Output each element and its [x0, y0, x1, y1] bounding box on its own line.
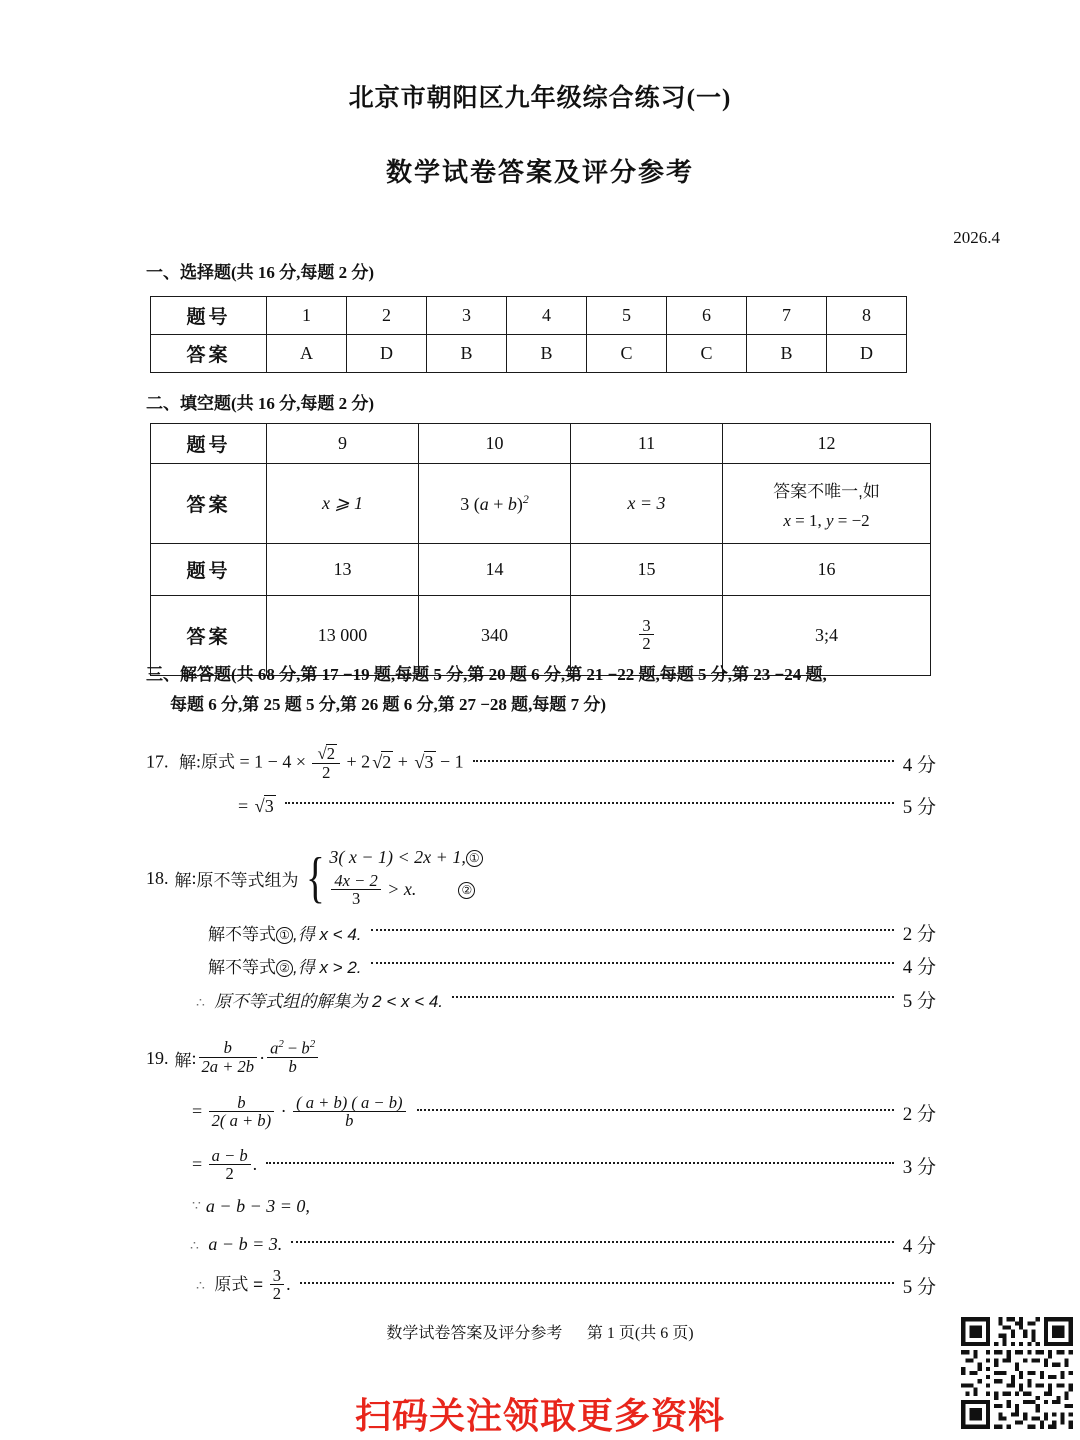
question-number-cell: 7: [747, 297, 827, 335]
problem-19-line-2: [192, 1095, 936, 1131]
tag-circle-1: ①: [466, 850, 483, 867]
question-number-cell: 13: [267, 544, 419, 596]
tag-circle-1: ①: [276, 927, 293, 944]
multiple-choice-answer-table: [150, 296, 907, 373]
row-label-number: 题号: [151, 424, 267, 464]
jie-label: 解: [174, 1050, 192, 1070]
q12-end: = −2: [833, 510, 870, 530]
problem-18-label: 18.: [146, 867, 169, 888]
denominator: 2( a + b): [209, 1111, 274, 1129]
a-var: a: [270, 1038, 279, 1058]
tag-circle-2: ②: [276, 960, 293, 977]
question-number-cell: 5: [587, 297, 667, 335]
p17-plus: +: [393, 751, 413, 772]
colon: :: [191, 867, 197, 888]
leader-dots: [300, 1282, 894, 1284]
therefore-symbol: ∴: [190, 1239, 199, 1254]
sqrt-icon: [315, 744, 337, 763]
p18-frac-num: 4x − 2: [334, 871, 378, 890]
score-label: 4 分: [902, 957, 936, 978]
p18-l2-pre: 解不等式: [208, 925, 276, 944]
leader-dots: [452, 996, 894, 998]
row-label-number: 题号: [151, 544, 267, 596]
radicand: 3: [424, 751, 434, 772]
q10-lead: 3 (: [460, 494, 480, 514]
multiply-dot: ·: [276, 1101, 292, 1122]
question-number-cell: 14: [419, 544, 571, 596]
p18-l3-post: ,得 x > 2.: [293, 958, 362, 977]
numerator: a − b: [211, 1146, 248, 1165]
multiply-dot: ·: [259, 1047, 266, 1068]
problem-19-label: 19.: [146, 1047, 169, 1068]
p19-l1-fraction-2: [267, 1039, 318, 1075]
p19-l5-text: a − b = 3.: [208, 1234, 283, 1254]
question-number-cell: 10: [419, 424, 571, 464]
problem-19-line-1: [146, 1040, 320, 1076]
question-number-cell: 11: [571, 424, 723, 464]
radical-sign: √: [317, 744, 327, 763]
leader-dots: [285, 802, 894, 804]
score-label: 3 分: [902, 1157, 936, 1179]
score-label: 2 分: [902, 924, 936, 945]
p19-l3-fraction: [209, 1147, 251, 1183]
page-subtitle: 数学试卷答案及评分参考: [385, 158, 694, 187]
leader-dots: [473, 760, 894, 762]
denominator: 2a + 2b: [199, 1057, 258, 1075]
row-label-answer: 答案: [151, 596, 267, 676]
p18-l2-post: ,得 x < 4.: [293, 925, 362, 944]
problem-17-label: 17.: [146, 751, 169, 772]
footer-page-number: 第 1 页(共 6 页): [586, 1325, 694, 1342]
p17-tail: + 2: [342, 751, 371, 772]
numerator: 3: [272, 1266, 282, 1285]
section-1-heading: 一、选择题(共 16 分,每题 2 分): [146, 263, 375, 282]
yuanshi-label: 原式: [201, 752, 236, 772]
radicand: 2: [382, 751, 392, 772]
fill-in-blank-answer-table: [150, 423, 931, 676]
problem-19-line-6: [196, 1268, 936, 1304]
problem-18-line-2: [208, 919, 936, 946]
p18-l3-pre: 解不等式: [208, 958, 276, 977]
numerator: b: [223, 1038, 232, 1058]
section-2-heading: 二、填空题(共 16 分,每题 2 分): [146, 394, 375, 413]
exponent: 2: [309, 1038, 316, 1050]
table-row: [151, 335, 907, 373]
problem-18-line-1: [146, 848, 483, 909]
footer-text: 数学试卷答案及评分参考: [386, 1325, 563, 1342]
left-brace-icon: {: [305, 847, 325, 910]
q12-x: x: [783, 510, 791, 530]
answer-cell-q12: [723, 464, 931, 544]
exponent: 2: [278, 1038, 284, 1050]
answer-cell-q9: [267, 464, 419, 544]
problem-17-line-2: [238, 792, 936, 819]
q10-plus: +: [488, 494, 508, 514]
q10-a: a: [479, 494, 489, 514]
denominator: b: [267, 1057, 318, 1075]
sqrt-icon: [370, 751, 393, 773]
section-3-heading: [146, 660, 946, 720]
question-number-cell: 8: [827, 297, 907, 335]
leader-dots: [371, 929, 894, 931]
question-number-cell: 16: [723, 544, 931, 596]
q12-example: [724, 511, 929, 531]
problem-19-line-5: [190, 1231, 936, 1258]
period: .: [286, 1274, 291, 1295]
question-number-cell: 12: [723, 424, 931, 464]
table-row: [151, 544, 931, 596]
score-label: 5 分: [902, 1277, 936, 1299]
inequality-1: [329, 848, 482, 867]
inequality-1-text: 3( x − 1) < 2x + 1,: [329, 847, 466, 867]
answer-cell: D: [347, 335, 427, 373]
leader-dots: [417, 1109, 894, 1111]
jie-label: 解: [174, 870, 192, 890]
table-row: [151, 297, 907, 335]
p19-l4-text: a − b − 3 = 0,: [205, 1196, 310, 1216]
therefore-symbol: ∴: [196, 996, 205, 1011]
row-label-answer: 答案: [151, 464, 267, 544]
leader-dots: [291, 1241, 894, 1243]
equals: =: [192, 1154, 207, 1175]
p17-l2-eq: =: [238, 795, 253, 816]
sqrt-icon: [412, 751, 435, 773]
question-number-cell: 4: [507, 297, 587, 335]
exam-date: 2026.4: [953, 228, 1000, 247]
table-row: [151, 424, 931, 464]
sqrt-icon: [253, 795, 276, 817]
question-number-cell: 6: [667, 297, 747, 335]
problem-17-line-1: [146, 745, 936, 782]
answer-cell: C: [667, 335, 747, 373]
table-row: [151, 464, 931, 544]
answer-cell-q14: 340: [419, 596, 571, 676]
score-label: 2 分: [902, 1104, 936, 1126]
numerator: b: [237, 1093, 246, 1112]
answer-cell-q13: 13 000: [267, 596, 419, 676]
qr-code-svg: [957, 1311, 1077, 1435]
denominator: 2: [209, 1164, 251, 1182]
leader-dots: [371, 962, 894, 964]
p18-frac-den: 3: [331, 889, 380, 907]
problem-19-line-4: [192, 1196, 310, 1217]
equals: =: [192, 1101, 207, 1122]
question-number-cell: 9: [267, 424, 419, 464]
because-symbol: ∵: [192, 1199, 201, 1214]
qr-code-icon[interactable]: [957, 1311, 1077, 1435]
answer-cell: B: [427, 335, 507, 373]
q10-b: b: [507, 494, 517, 514]
answer-cell: D: [827, 335, 907, 373]
numerator: [267, 1039, 318, 1057]
therefore-symbol: ∴: [196, 1279, 205, 1295]
q15-fraction: [639, 617, 653, 653]
answer-cell: C: [587, 335, 667, 373]
question-number-cell: 3: [427, 297, 507, 335]
colon: :: [196, 751, 202, 772]
p17-eq: = 1 − 4 ×: [235, 751, 311, 772]
question-number-cell: 2: [347, 297, 427, 335]
answer-cell-q11: [571, 464, 723, 544]
row-label-answer: 答案: [151, 335, 267, 373]
footer: [0, 1320, 1080, 1343]
problem-18-line-4: [196, 986, 936, 1013]
p19-l1-fraction-1: [199, 1039, 258, 1075]
radicand: 2: [326, 744, 336, 763]
q12-mid: = 1,: [790, 510, 826, 530]
q12-note: 答案不唯一,如: [773, 481, 880, 501]
row-label-number: 题号: [151, 297, 267, 335]
denominator: b: [293, 1111, 405, 1129]
problem-19-line-3: [192, 1148, 936, 1184]
answer-cell: B: [507, 335, 587, 373]
score-label: 5 分: [902, 991, 936, 1012]
answer-cell: B: [747, 335, 827, 373]
answer-cell-q10: [419, 464, 571, 544]
radicand: 3: [264, 795, 274, 816]
question-number-cell: 1: [267, 297, 347, 335]
b-var: b: [301, 1038, 310, 1058]
p19-l6-lead: 原式 =: [214, 1275, 268, 1295]
score-label: 5 分: [902, 797, 936, 818]
inequality-system: [299, 848, 483, 909]
denominator: 2: [270, 1284, 284, 1302]
p18-lead: 原不等式组为: [196, 870, 299, 890]
colon: :: [191, 1047, 197, 1068]
p19-l2-fraction-2: [293, 1094, 405, 1130]
q12-y: y: [825, 510, 834, 530]
q10-exponent: 2: [522, 492, 529, 506]
numerator: ( a + b) ( a − b): [296, 1093, 403, 1112]
page-title: 北京市朝阳区九年级综合练习(一): [348, 85, 732, 112]
problem-18-line-3: [208, 952, 936, 979]
inequality-2: [329, 873, 482, 909]
p17-minus: − 1: [435, 751, 464, 772]
tag-circle-2: ②: [458, 882, 475, 899]
q15-denominator: 2: [639, 634, 653, 652]
radical-sign: √: [372, 751, 383, 772]
radical-sign: √: [254, 795, 265, 816]
answer-cell: A: [267, 335, 347, 373]
score-label: 4 分: [902, 755, 936, 777]
p17-fraction: [312, 744, 340, 781]
promo-banner-text: 扫码关注领取更多资料: [354, 1395, 725, 1436]
p18-fraction: [331, 872, 380, 908]
radical-sign: √: [414, 751, 425, 772]
inequality-2-rel: > x.: [382, 879, 417, 900]
minus: −: [283, 1038, 302, 1058]
p19-l2-fraction-1: [209, 1094, 274, 1130]
q10-close: ): [516, 494, 523, 514]
score-label: 4 分: [902, 1236, 936, 1257]
p18-final-text: 原不等式组的解集为 2 < x < 4.: [214, 992, 444, 1011]
jie-label: 解: [179, 752, 196, 772]
section-3-heading-line2: 每题 6 分,第 25 题 5 分,第 26 题 6 分,第 27 −28 题,每题 7 分): [170, 695, 607, 714]
answer-q9-text: x ⩾ 1: [321, 493, 364, 513]
p17-frac-num: [312, 744, 340, 763]
answer-cell-q16: 3;4: [723, 596, 931, 676]
q15-numerator: 3: [642, 615, 651, 635]
period: .: [252, 1154, 258, 1175]
p17-frac-den: 2: [312, 763, 340, 781]
answer-q11-text: x = 3: [627, 493, 666, 513]
leader-dots: [266, 1162, 894, 1164]
section-3-heading-line1: 三、解答题(共 68 分,第 17 −19 题,每题 5 分,第 20 题 6 分,第 21 −22 题,每题 5 分,第 23 −24 题,: [146, 665, 827, 684]
p19-l6-fraction: [270, 1267, 284, 1303]
question-number-cell: 15: [571, 544, 723, 596]
